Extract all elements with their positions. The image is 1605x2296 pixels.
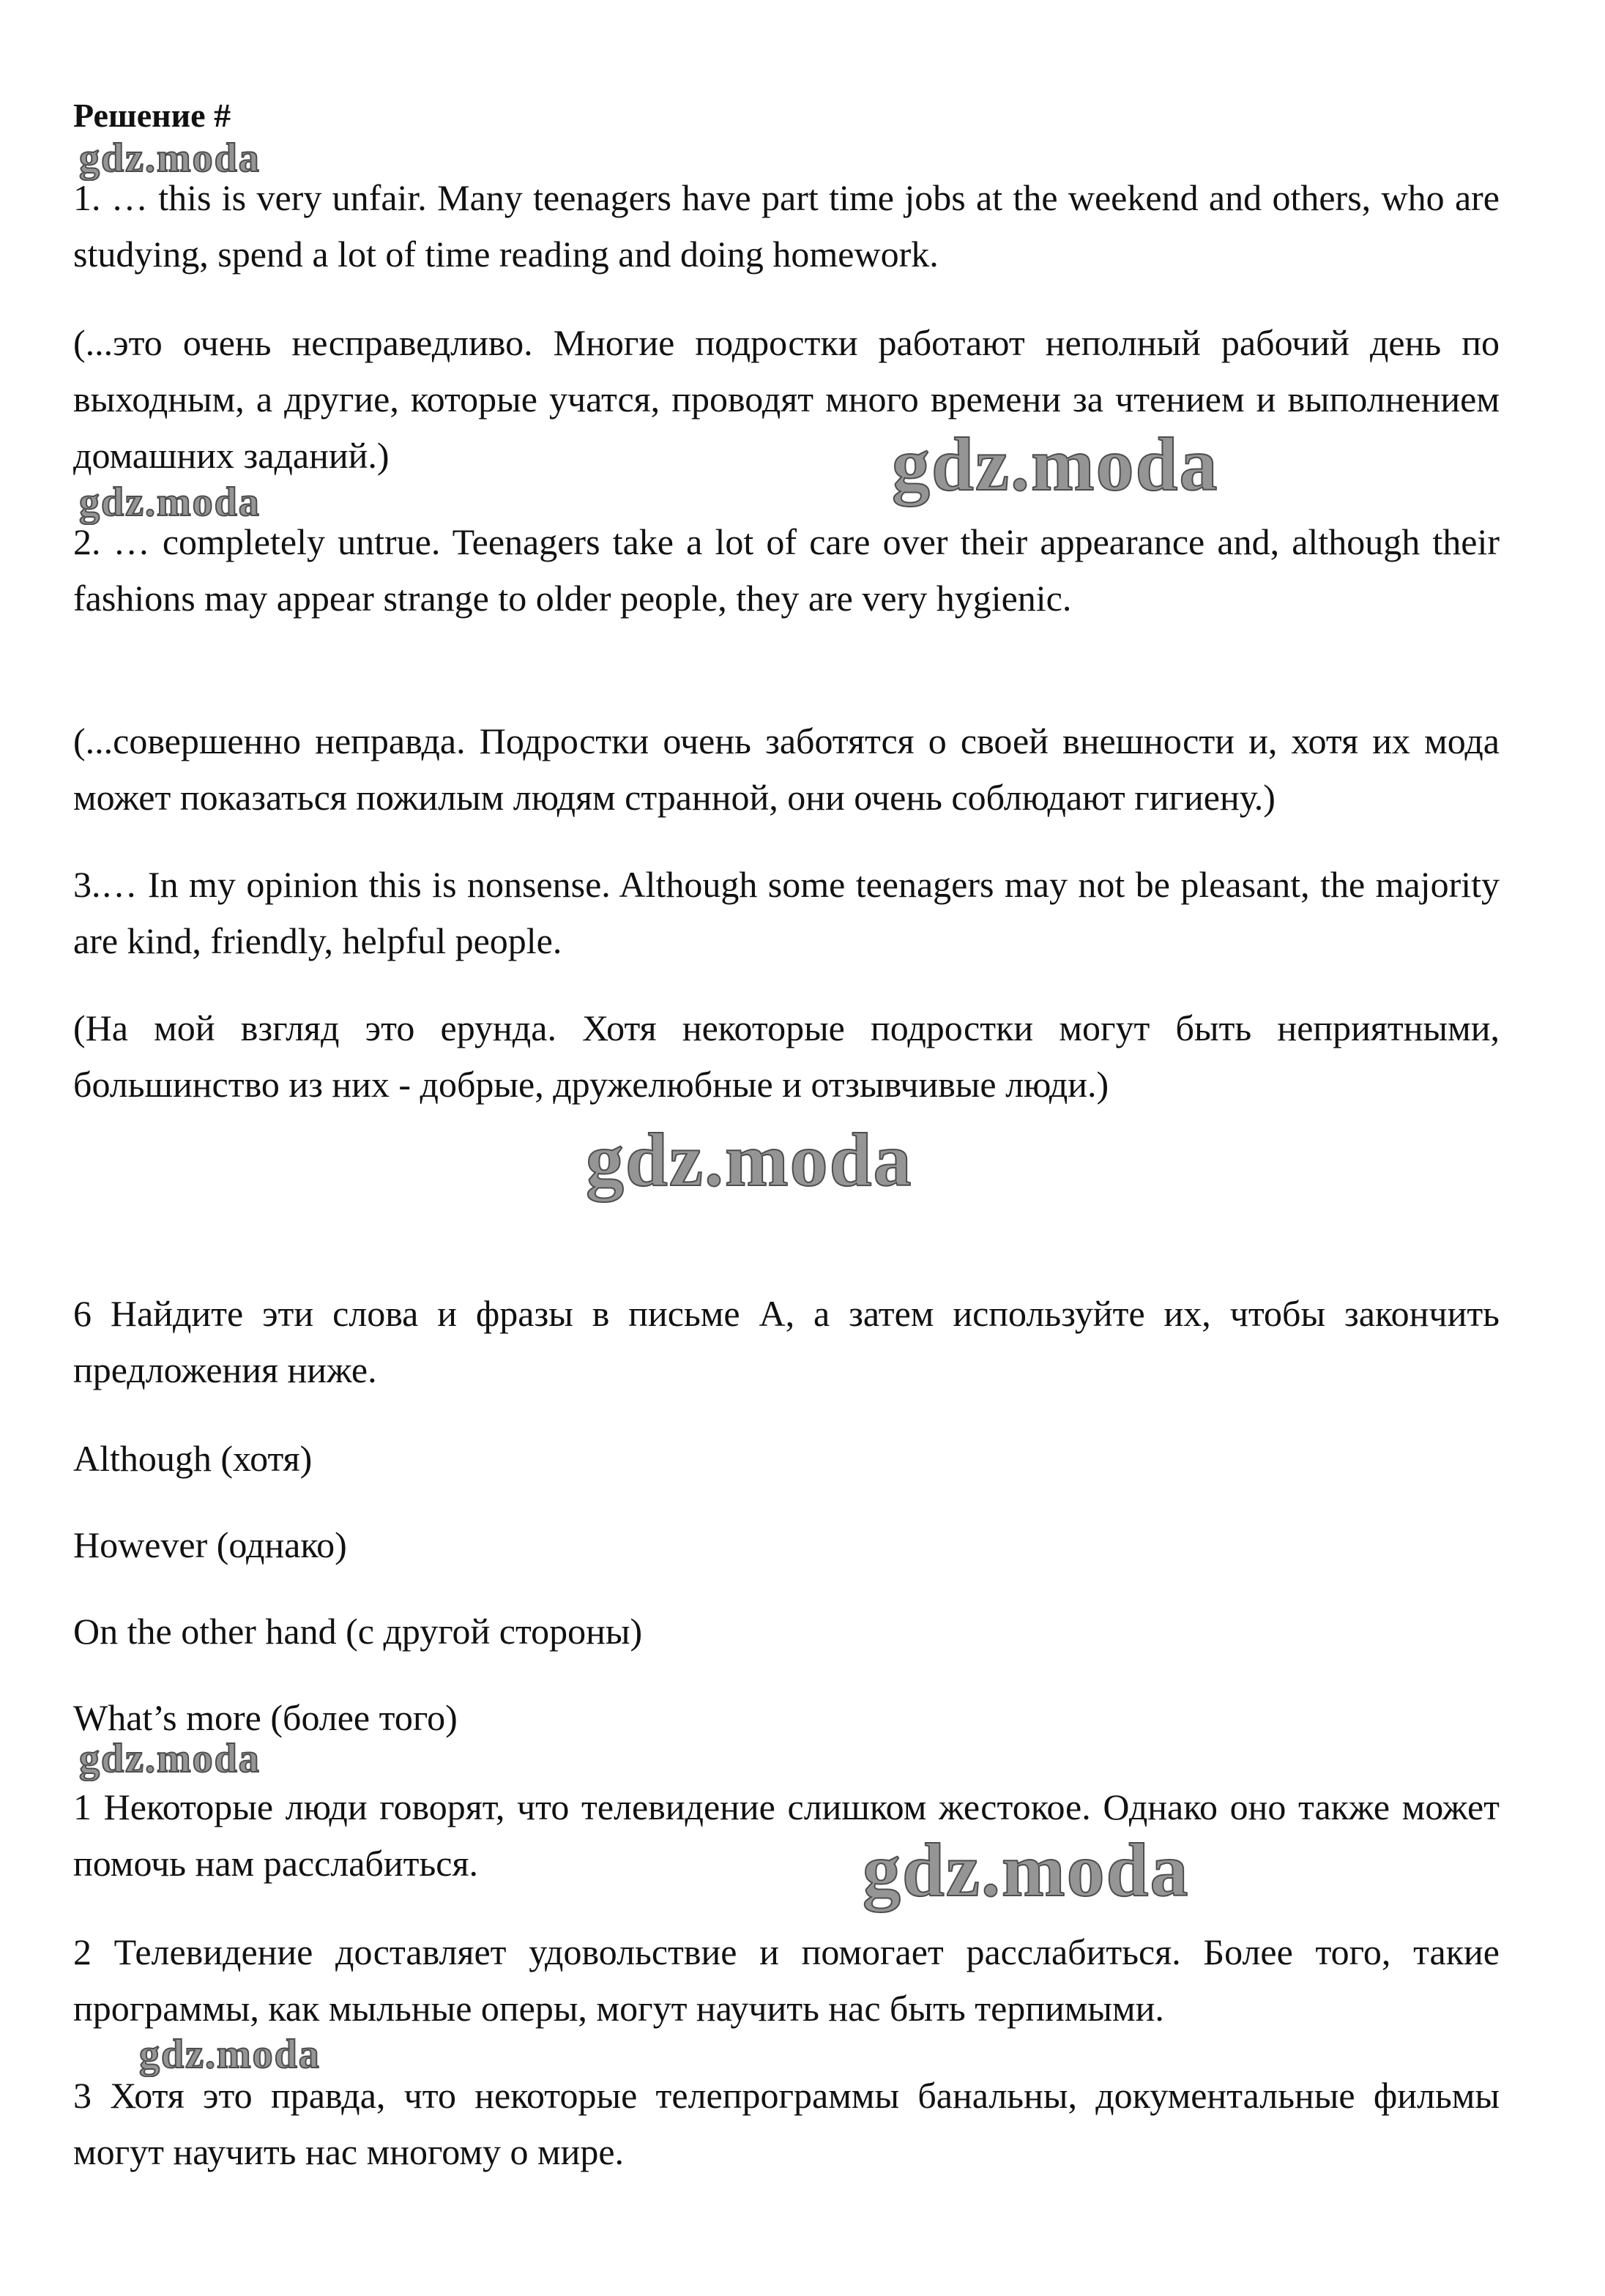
answer-2-russian: (...совершенно неправда. Подростки очень заботятся о своей внешности и, хотя их мода может показаться пожилым людям странной, они очень соблюдают гигиену.) <box>73 720 1500 818</box>
watermark-logo: gdz.moda <box>79 480 261 525</box>
phrase-however: However (однако) <box>73 1524 347 1565</box>
answer-1-russian: (...это очень несправедливо. Многие подростки работают неполный рабочий день по выходным, а другие, которые учатся, проводят много времени за чтением и выполнением домашних заданий.) <box>73 322 1500 476</box>
sentence-3: 3 Хотя это правда, что некоторые телепрограммы банальны, документальные фильмы могут научить нас многому о мире. <box>73 2075 1500 2172</box>
sentence-2: 2 Телевидение доставляет удовольствие и помогает расслабиться. Более того, такие программы, как мыльные оперы, могут научить нас быть терпимыми. <box>73 1931 1500 2029</box>
watermark-logo: gdz.moda <box>863 1828 1190 1912</box>
phrase-although: Although (хотя) <box>73 1438 313 1479</box>
answer-1-english: 1. … this is very unfair. Many teenagers have part time jobs at the weekend and others, who are studying, spend a lot of time reading and doing homework. <box>73 177 1500 275</box>
watermark-logo: gdz.moda <box>139 2032 321 2077</box>
watermark-logo: gdz.moda <box>586 1118 913 1202</box>
watermark-logo: gdz.moda <box>79 1736 261 1781</box>
watermark-logo: gdz.moda <box>892 422 1219 507</box>
task-6-instruction: 6 Найдите эти слова и фразы в письме А, а затем используйте их, чтобы закончить предложения ниже. <box>73 1293 1500 1390</box>
answer-3-english: 3.… In my opinion this is nonsense. Although some teenagers may not be pleasant, the majority are kind, friendly, helpful people. <box>73 864 1500 961</box>
phrase-whats-more: What’s more (более того) <box>73 1697 458 1738</box>
watermark-logo: gdz.moda <box>79 135 261 181</box>
answer-3-russian: (На мой взгляд это ерунда. Хотя некоторые подростки могут быть неприятными, большинство из них - добрые, дружелюбные и отзывчивые люди.) <box>73 1007 1500 1105</box>
answer-2-english: 2. … completely untrue. Teenagers take a lot of care over their appearance and, although their fashions may appear strange to older people, they are very hygienic. <box>73 521 1500 619</box>
solution-heading: Решение # <box>73 97 231 134</box>
sentence-1: 1 Некоторые люди говорят, что телевидение слишком жестокое. Однако оно также может помочь нам расслабиться. <box>73 1786 1500 1884</box>
phrase-on-the-other-hand: On the other hand (с другой стороны) <box>73 1611 643 1652</box>
